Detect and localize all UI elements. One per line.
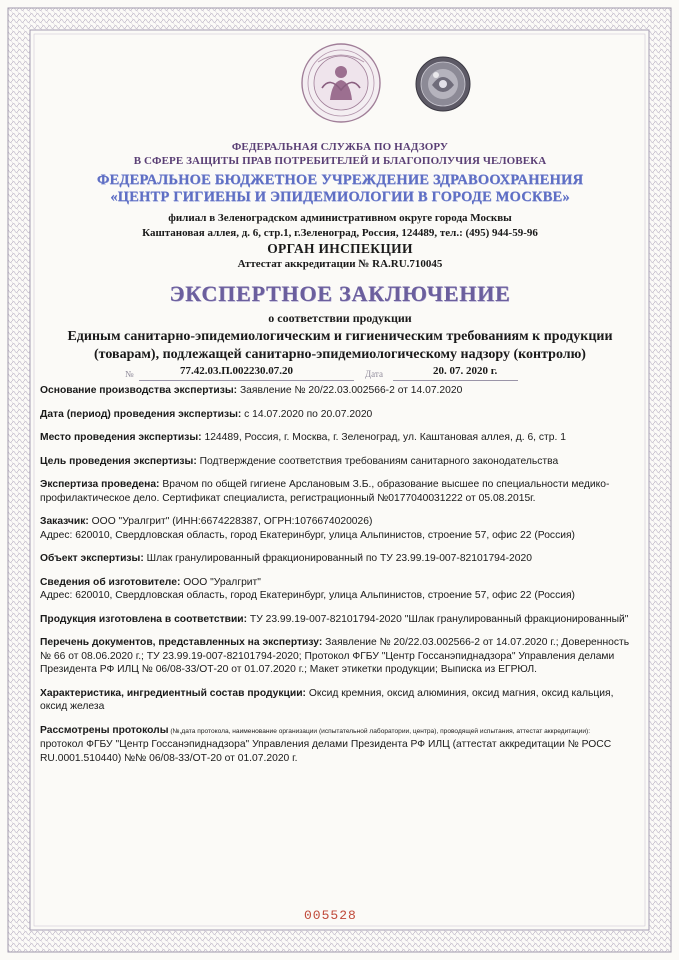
federal-service-heading (40, 140, 640, 168)
fbuz-heading (40, 172, 640, 206)
hologram-seal-icon (414, 55, 472, 113)
fbuz-line2: «ЦЕНТР ГИГИЕНЫ И ЭПИДЕМИОЛОГИИ В ГОРОДЕ МОСКВЕ» (110, 189, 570, 205)
protocols-note: (№,дата протокола, наименование организации (испытательной лаборатории, центра), проводящей испытания, аттестат аккредитации): (168, 727, 591, 735)
expert-value: Врачом по общей гигиене Арслановым З.Б., образование высшее по специальности медико-профилактическое дело. Сертификат специалиста, регистрационный №0177040031222 от 05.08.2015г. (40, 479, 610, 504)
customer-label: Заказчик: (40, 516, 89, 527)
section-manufacturer (40, 576, 640, 603)
documents-value: Заявление № 20/22.03.002566-2 от 14.07.2020 г.; Доверенность № 66 от 08.06.2020 г.; ТУ 23.99.19-007-82101794-2020; Протокол ФГБУ "Центр Госсанэпиднадзора" Управления делами Президента РФ ИЛЦ № 06/08-33/ОТ-20 от 01.07.2020 г.; Макет этикетки продукции; Выписка из ЕГРЮЛ. (40, 637, 630, 675)
accreditation-certificate: Аттестат аккредитации № RA.RU.710045 (237, 258, 443, 270)
section-object (40, 552, 640, 566)
branch-address (40, 211, 640, 241)
manufacturer-label: Сведения об изготовителе: (40, 576, 181, 588)
composition-label: Характеристика, ингредиентный состав продукции: (40, 687, 306, 699)
conclusion-body (40, 384, 640, 775)
purpose-value: Подтверждение соответствия требованиям санитарного законодательства (196, 455, 559, 467)
federal-service-line1: ФЕДЕРАЛЬНАЯ СЛУЖБА ПО НАДЗОРУ (231, 141, 449, 153)
customer-value: ООО "Уралгрит" (ИНН:6674228387, ОГРН:1076674020026) (88, 516, 373, 527)
manufacturer-value: ООО "Уралгрит" (180, 576, 261, 588)
place-label: Место проведения экспертизы: (40, 432, 202, 443)
section-produced (40, 613, 640, 627)
customer-address: Адрес: 620010, Свердловская область, город Екатеринбург, улица Альпинистов, строение 57, офис 22 (Россия) (40, 529, 575, 541)
branch-line2: Каштановая аллея, д. 6, стр.1, г.Зеленоград, Россия, 124489, тел.: (495) 944-59-96 (142, 227, 538, 239)
produced-value: ТУ 23.99.19-007-82101794-2020 "Шлак гранулированный фракционированный" (247, 613, 629, 625)
produced-label: Продукция изготовлена в соответствии: (40, 613, 248, 625)
basis-label: Основание производства экспертизы: (40, 385, 238, 396)
date-label: Дата (365, 369, 383, 379)
section-basis (40, 384, 640, 398)
number-label: № (125, 369, 134, 379)
section-purpose (40, 455, 640, 469)
conclusion-number: 77.42.03.П.002230.07.20 (180, 365, 294, 377)
section-period (40, 408, 640, 422)
purpose-label: Цель проведения экспертизы: (40, 455, 197, 467)
period-value: с 14.07.2020 по 20.07.2020 (241, 408, 373, 420)
protocols-label: Рассмотрены протоколы (40, 724, 169, 736)
requirements-heading (40, 328, 640, 364)
section-composition (40, 687, 640, 714)
documents-label: Перечень документов, представленных на экспертизу: (40, 637, 323, 648)
conclusion-number-line (125, 365, 595, 381)
section-customer (40, 515, 640, 542)
inspection-body-title: ОРГАН ИНСПЕКЦИИ (267, 241, 413, 256)
object-value: Шлак гранулированный фракционированный по ТУ 23.99.19-007-82101794-2020 (143, 553, 532, 564)
fbuz-line1: ФЕДЕРАЛЬНОЕ БЮДЖЕТНОЕ УЧРЕЖДЕНИЕ ЗДРАВООХРАНЕНИЯ (96, 172, 584, 188)
conclusion-date: 20. 07. 2020 г. (433, 365, 498, 377)
requirements-line2: (товарам), подлежащей санитарно-эпидемиологическому надзору (контролю) (94, 347, 586, 362)
protocols-value: протокол ФГБУ "Центр Госсанэпиднадзора" Управления делами Президента РФ ИЛЦ (аттестат аккредитации № РОСС RU.0001.510440) №№ 06/08-33/ОТ-20 от 01.07.2020 г. (40, 739, 612, 764)
manufacturer-address: Адрес: 620010, Свердловская область, город Екатеринбург, улица Альпинистов, строение 57, офис 22 (Россия) (40, 590, 575, 601)
rospotrebnadzor-emblem-icon (300, 42, 382, 124)
section-protocols (40, 724, 640, 766)
requirements-line1: Единым санитарно-эпидемиологическим и гигиеническим требованиям к продукции (67, 329, 613, 344)
branch-line1: филиал в Зеленоградском административном округе города Москвы (168, 212, 512, 224)
federal-service-line2: В СФЕРЕ ЗАЩИТЫ ПРАВ ПОТРЕБИТЕЛЕЙ И БЛАГОПОЛУЧИЯ ЧЕЛОВЕКА (133, 155, 547, 167)
section-place (40, 431, 640, 445)
period-label: Дата (период) проведения экспертизы: (40, 408, 242, 420)
basis-value: Заявление № 20/22.03.002566-2 от 14.07.2020 (237, 385, 463, 396)
document-title: ЭКСПЕРТНОЕ ЗАКЛЮЧЕНИЕ (169, 281, 511, 306)
date-underline (393, 380, 518, 381)
object-label: Объект экспертизы: (40, 553, 144, 564)
section-documents (40, 636, 640, 677)
expert-label: Экспертиза проведена: (40, 479, 160, 490)
serial-number: 005528 (304, 908, 357, 923)
section-expert (40, 478, 640, 505)
place-value: 124489, Россия, г. Москва, г. Зеленоград, ул. Каштановая аллея, д. 6, стр. 1 (201, 432, 566, 443)
number-underline (139, 380, 354, 381)
document-subtitle: о соответствии продукции (268, 311, 412, 325)
composition-value: Оксид кремния, оксид алюминия, оксид магния, оксид кальция, оксид железа (40, 687, 614, 712)
